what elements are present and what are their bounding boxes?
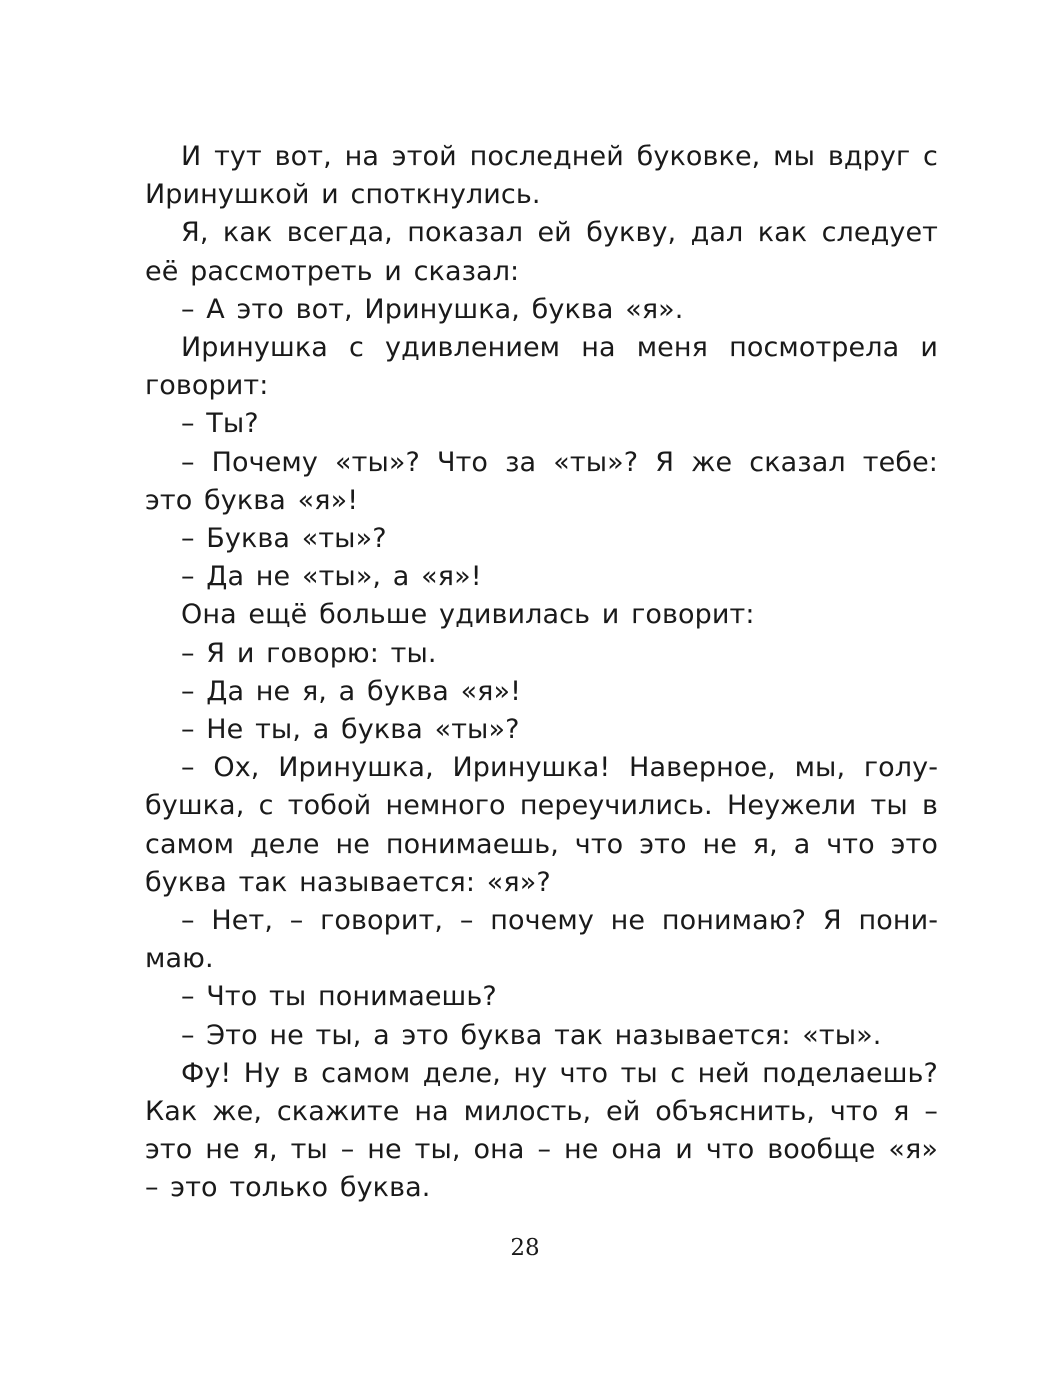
paragraph: И тут вот, на этой последней буковке, мы вдруг с Иринушкой и споткнулись.: [145, 141, 938, 211]
paragraph: Фу! Ну в самом деле, ну что ты с ней поделаешь? Как же, скажите на милость, ей объяснить, что я – это не я, ты – не ты, она – не она и что вообще «я» – это только буква.: [145, 1057, 938, 1204]
page-number: 28: [510, 1235, 540, 1261]
paragraph: – А это вот, Иринушка, буква «я».: [181, 293, 684, 325]
paragraph: Иринушка с удивлением на меня посмотрела и говорит:: [145, 332, 938, 402]
paragraph: – Это не ты, а это буква так называется: «ты».: [181, 1019, 882, 1051]
body-text: [145, 138, 938, 1208]
paragraph: – Не ты, а буква «ты»?: [181, 714, 520, 746]
paragraph: – Нет, – говорит, – почему не понимаю? Я понимаю.: [145, 905, 938, 975]
paragraph: – Да не «ты», а «я»!: [181, 561, 482, 593]
paragraph: – Я и говорю: ты.: [181, 637, 437, 669]
paragraph: Она ещё больше удивилась и говорит:: [181, 599, 755, 631]
paragraph: – Ты?: [181, 408, 259, 440]
paragraph: – Ох, Иринушка, Иринушка! Наверное, мы, голубушка, с тобой немного переучились. Неужели ты в самом деле не понимаешь, что это не я, а что это буква так называется: «я»?: [145, 752, 938, 898]
paragraph: – Что ты понимаешь?: [181, 981, 497, 1013]
paragraph: – Буква «ты»?: [181, 523, 387, 555]
paragraph: – Почему «ты»? Что за «ты»? Я же сказал тебе: это буква «я»!: [145, 446, 938, 516]
paragraph: – Да не я, а буква «я»!: [181, 675, 522, 707]
paragraph: Я, как всегда, показал ей букву, дал как следует её рассмотреть и сказал:: [145, 217, 938, 287]
